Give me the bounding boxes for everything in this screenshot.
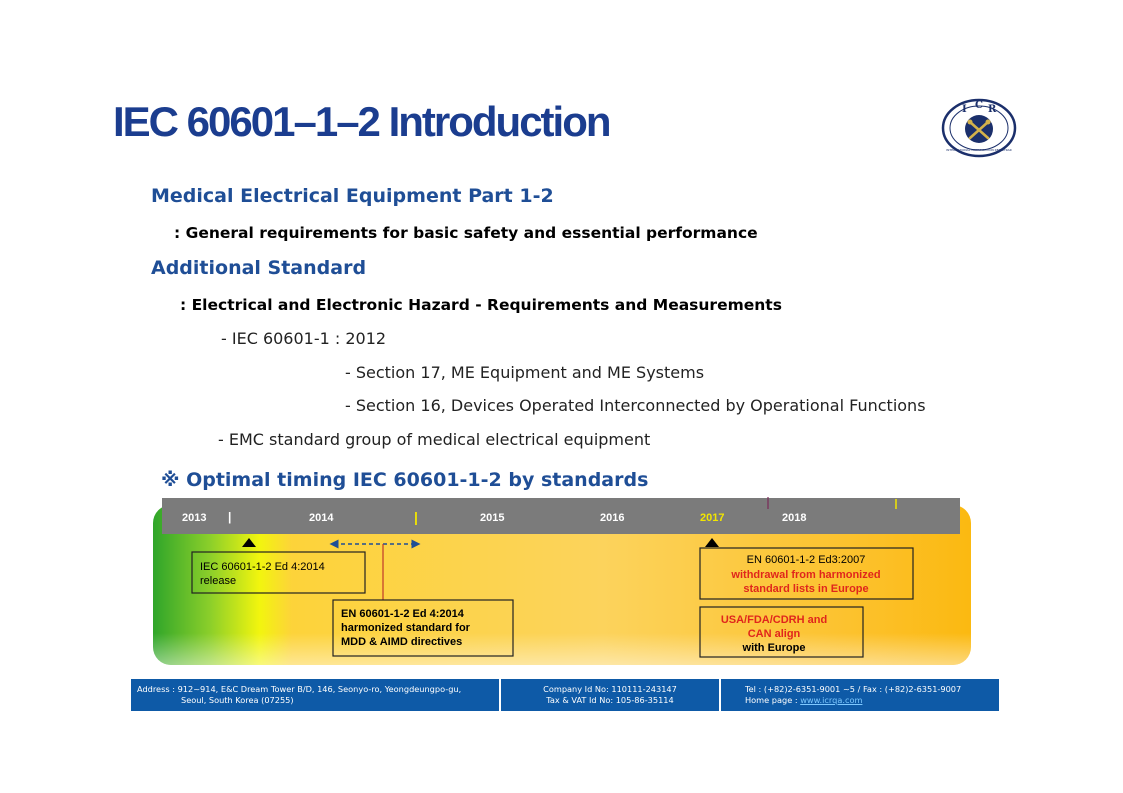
homepage-link[interactable]: www.icrqa.com bbox=[800, 695, 863, 705]
footer-tax-id: Tax & VAT Id No: 105-86-35114 bbox=[546, 695, 674, 705]
box-usa-fda-red-line2: CAN align bbox=[747, 628, 801, 640]
timing-heading: ※ Optimal timing IEC 60601-1-2 by standards bbox=[161, 469, 649, 491]
footer-home bbox=[745, 695, 999, 706]
heading-additional-standard: Additional Standard bbox=[151, 257, 367, 279]
year-2014: 2014 bbox=[309, 512, 334, 524]
logo-letter-c: C bbox=[975, 100, 983, 111]
footer-tel: Tel : (+82)2-6351-9001 ~5 / Fax : (+82)2-6351-9007 bbox=[745, 684, 962, 694]
year-2016: 2016 bbox=[600, 512, 625, 524]
footer-address bbox=[131, 679, 501, 711]
logo-ring-text: INTERNATIONAL CERTIFICATION REGISTRAR bbox=[946, 148, 1012, 152]
year-2015: 2015 bbox=[480, 512, 505, 524]
footer-company-id: Company Id No: 110111-243147 bbox=[543, 684, 677, 694]
item-section-17: - Section 17, ME Equipment and ME Systems bbox=[345, 363, 705, 382]
heading-medical-electrical: Medical Electrical Equipment Part 1-2 bbox=[151, 185, 554, 207]
year-2017: 2017 bbox=[700, 512, 725, 524]
page-title: IEC 60601–1–2 Introduction bbox=[113, 98, 610, 145]
box-en-ed3-red-line2: standard lists in Europe bbox=[743, 583, 869, 595]
subheading-electrical-hazard: : Electrical and Electronic Hazard - Requirements and Measurements bbox=[180, 296, 782, 314]
box-usa-fda-black-line: with Europe bbox=[742, 642, 806, 654]
logo-letter-i: I bbox=[962, 104, 967, 115]
icr-logo bbox=[941, 98, 1017, 158]
subheading-general-requirements: : General requirements for basic safety and essential performance bbox=[174, 224, 758, 242]
box-ed4-release-line2: release bbox=[200, 575, 237, 587]
year-2013: 2013 bbox=[182, 512, 207, 524]
footer-address-line2: Seoul, South Korea (07255) bbox=[181, 695, 294, 705]
year-2018: 2018 bbox=[782, 512, 807, 524]
year-separator-2014: | bbox=[414, 509, 418, 525]
footer-home-label: Home page : bbox=[745, 695, 798, 705]
box-en-ed3-red-line1: withdrawal from harmonized bbox=[731, 569, 881, 581]
logo-letter-r: R bbox=[988, 104, 997, 115]
box-en-ed4-line1: EN 60601-1-2 Ed 4:2014 bbox=[341, 608, 464, 620]
footer-company bbox=[501, 679, 721, 711]
year-bar bbox=[162, 498, 960, 534]
item-iec-60601-1: - IEC 60601-1 : 2012 bbox=[221, 329, 387, 348]
footer-address-line1: Address : 912~914, E&C Dream Tower B/D, 146, Seonyo-ro, Yeongdeungpo-gu, bbox=[137, 684, 462, 694]
box-usa-fda-red-line1: USA/FDA/CDRH and bbox=[720, 614, 828, 626]
box-ed4-release-line1: IEC 60601-1-2 Ed 4:2014 bbox=[200, 561, 325, 573]
footer-bar bbox=[131, 679, 999, 711]
box-en-ed3-title: EN 60601-1-2 Ed3:2007 bbox=[746, 554, 866, 566]
timeline-diagram bbox=[152, 497, 972, 667]
box-en-ed4-line2: harmonized standard for bbox=[341, 622, 470, 634]
item-section-16: - Section 16, Devices Operated Interconnected by Operational Functions bbox=[345, 396, 926, 415]
box-en-ed4-line3: MDD & AIMD directives bbox=[341, 636, 463, 648]
year-separator-2013: | bbox=[228, 510, 232, 524]
footer-contact bbox=[721, 679, 999, 711]
item-emc-standard: - EMC standard group of medical electrical equipment bbox=[218, 430, 651, 449]
